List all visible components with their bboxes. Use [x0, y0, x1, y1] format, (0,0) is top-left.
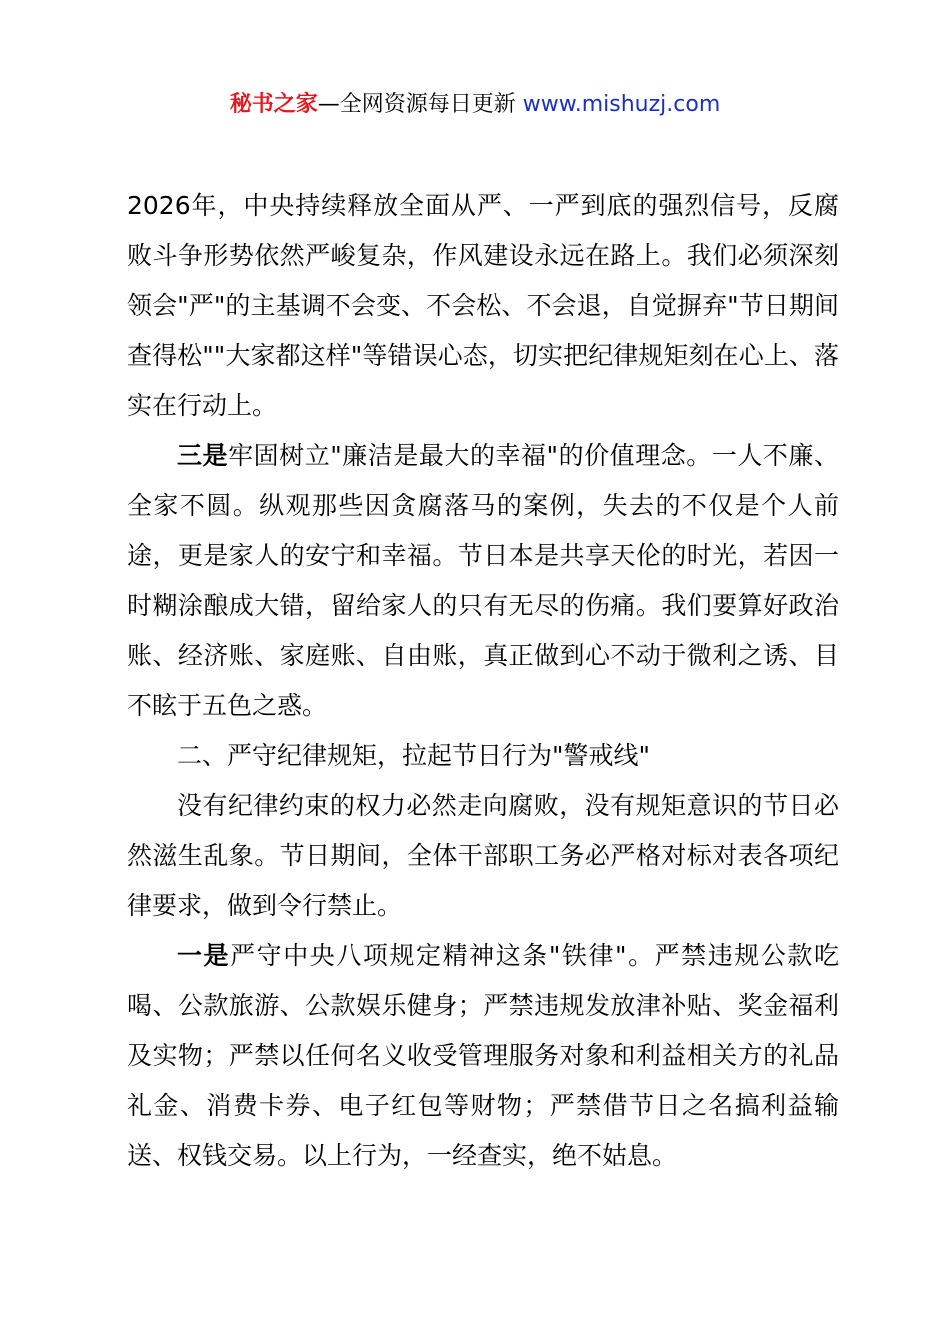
paragraph-point-three: [127, 431, 839, 731]
section-heading: [127, 731, 839, 781]
paragraph-text: 2026年，中央持续释放全面从严、一严到底的强烈信号，反腐败斗争形势依然严峻复杂，作风建设永远在路上。我们必须深刻领会"严"的主基调不会变、不会松、不会退，自觉摒弃"节日期间查得松""大家都这样"等错误心态，切实把纪律规矩刻在心上、落实在行动上。: [127, 191, 839, 420]
site-url-link[interactable]: www.mishuzj.com: [522, 92, 721, 117]
paragraph-point-one: [127, 931, 839, 1181]
paragraph-text: 没有纪律约束的权力必然走向腐败，没有规矩意识的节日必然滋生乱象。节日期间，全体干部职工务必严格对标对表各项纪律要求，做到令行禁止。: [127, 791, 839, 920]
brand-name: 秘书之家: [229, 92, 318, 117]
header-tagline: —全网资源每日更新: [317, 92, 516, 117]
paragraph-opening: [127, 181, 839, 431]
document-body: [127, 181, 839, 1181]
paragraph-section-intro: [127, 781, 839, 931]
paragraph-text: 严守中央八项规定精神这条"铁律"。严禁违规公款吃喝、公款旅游、公款娱乐健身；严禁违规发放津补贴、奖金福利及实物；严禁以任何名义收受管理服务对象和利益相关方的礼品礼金、消费卡券、电子红包等财物；严禁借节日之名搞利益输送、权钱交易。以上行为，一经查实，绝不姑息。: [127, 941, 839, 1170]
site-header: [0, 88, 950, 122]
paragraph-lead: 三是: [177, 441, 229, 470]
section-heading-text: 二、严守纪律规矩，拉起节日行为"警戒线": [177, 741, 650, 770]
paragraph-text: 牢固树立"廉洁是最大的幸福"的价值理念。一人不廉、全家不圆。纵观那些因贪腐落马的案例，失去的不仅是个人前途，更是家人的安宁和幸福。节日本是共享天伦的时光，若因一时糊涂酿成大错，留给家人的只有无尽的伤痛。我们要算好政治账、经济账、家庭账、自由账，真正做到心不动于微利之诱、目不眩于五色之惑。: [127, 441, 839, 720]
paragraph-lead: 一是: [177, 941, 231, 970]
